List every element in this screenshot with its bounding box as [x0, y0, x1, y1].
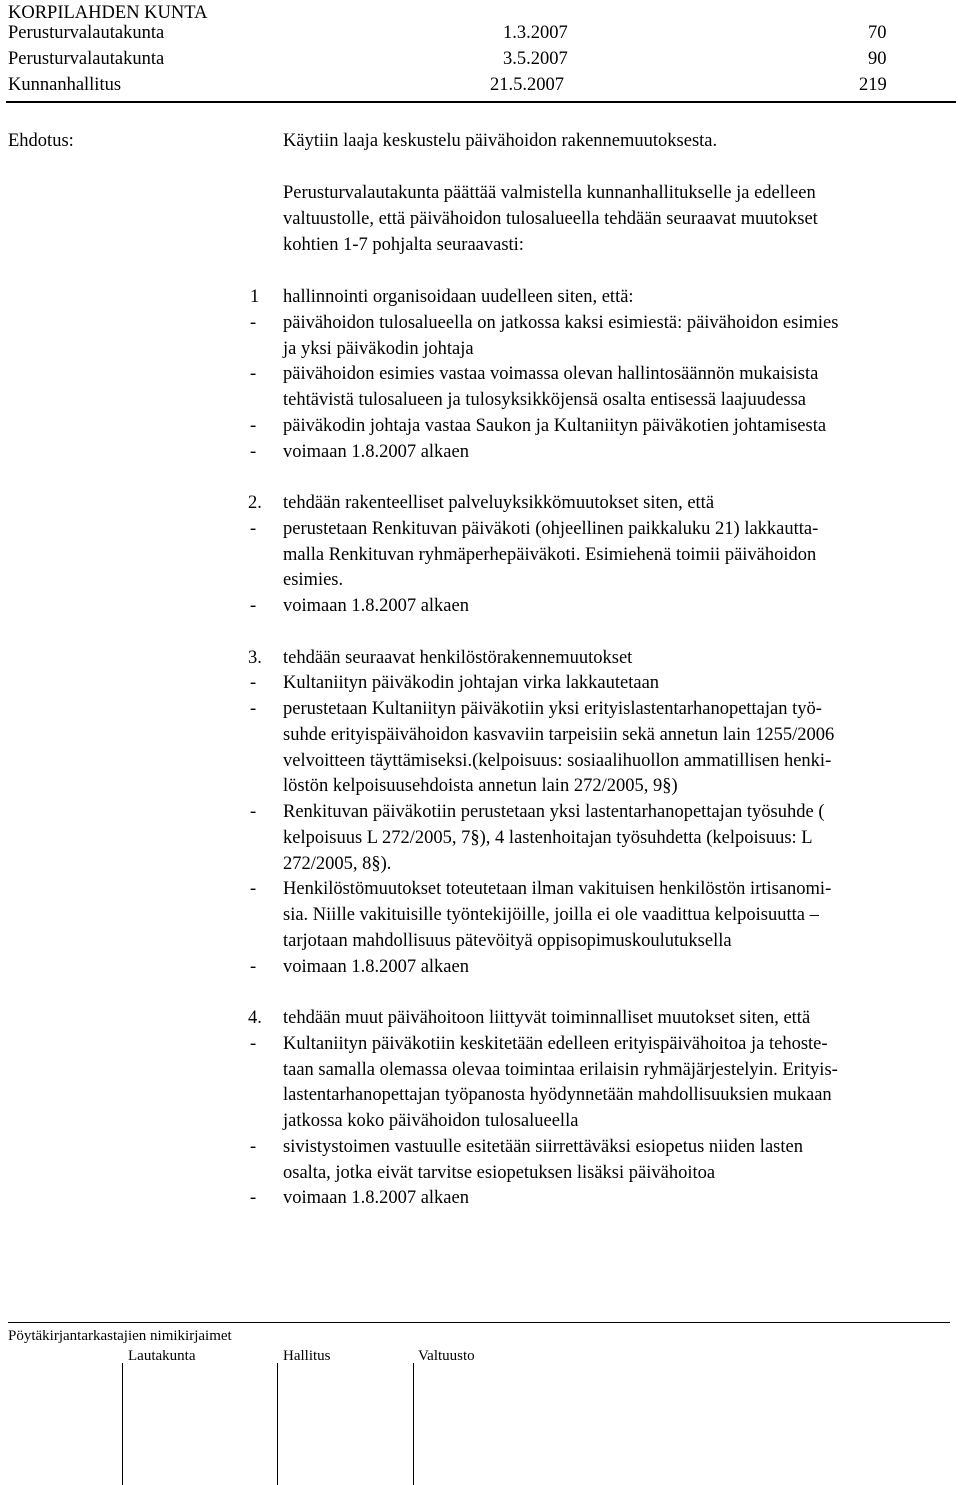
- header-num-3: 219: [859, 75, 887, 95]
- header-body-2: Perusturvalautakunta: [8, 49, 165, 69]
- item-number: 1: [250, 287, 260, 307]
- bullet-dash: -: [250, 879, 257, 899]
- footer-column-hallitus: Hallitus: [283, 1348, 331, 1364]
- proposal-intro: Käytiin laaja keskustelu päivähoidon rakennemuutoksesta.: [283, 131, 718, 151]
- proposal-label: Ehdotus:: [8, 131, 74, 151]
- item-text-line: voimaan 1.8.2007 alkaen: [283, 596, 469, 616]
- footer-column-valtuusto: Valtuusto: [418, 1348, 475, 1364]
- item-text-line: Renkituvan päiväkotiin perustetaan yksi lastentarhanopettajan työsuhde (: [283, 802, 825, 822]
- header-date-2: 3.5.2007: [503, 49, 568, 69]
- header-num-2: 90: [868, 49, 887, 69]
- item-text-line: hallinnointi organisoidaan uudelleen siten, että:: [283, 287, 634, 307]
- decision-line: kohtien 1-7 pohjalta seuraavasti:: [283, 235, 524, 255]
- item-text-line: suhde erityispäivähoidon kasvaviin tarpeisiin sekä annetun lain 1255/2006: [283, 725, 835, 745]
- item-text-line: päivähoidon tulosalueella on jatkossa kaksi esimiestä: päivähoidon esimies: [283, 313, 839, 333]
- bullet-dash: -: [250, 802, 257, 822]
- bullet-dash: -: [250, 416, 257, 436]
- header-date-1: 1.3.2007: [503, 23, 568, 43]
- organization-name: KORPILAHDEN KUNTA: [8, 3, 208, 23]
- item-text-line: taan samalla olemassa olevaa toimintaa erilaisin ryhmäjärjestelyin. Erityis-: [283, 1060, 838, 1080]
- item-text-line: tehdään muut päivähoitoon liittyvät toiminnalliset muutokset siten, että: [283, 1008, 811, 1028]
- item-text-line: Henkilöstömuutokset toteutetaan ilman vakituisen henkilöstön irtisanomi-: [283, 879, 832, 899]
- item-text-line: voimaan 1.8.2007 alkaen: [283, 957, 469, 977]
- item-text-line: Kultaniityn päiväkotiin keskitetään edelleen erityispäivähoitoa ja tehoste-: [283, 1034, 828, 1054]
- item-text-line: jatkossa koko päivähoidon tulosalueella: [283, 1111, 579, 1131]
- bullet-dash: -: [250, 364, 257, 384]
- footer-divider: [8, 1322, 950, 1323]
- bullet-dash: -: [250, 957, 257, 977]
- signature-box-divider: [277, 1363, 278, 1485]
- bullet-dash: -: [250, 1137, 257, 1157]
- item-text-line: 272/2005, 8§).: [283, 854, 392, 874]
- footer-title: Pöytäkirjantarkastajien nimikirjaimet: [8, 1328, 232, 1344]
- item-text-line: tehdään seuraavat henkilöstörakennemuutokset: [283, 648, 633, 668]
- item-number: 3.: [248, 648, 262, 668]
- item-text-line: perustetaan Kultaniityn päiväkotiin yksi erityislastentarhanopettajan työ-: [283, 699, 822, 719]
- bullet-dash: -: [250, 442, 257, 462]
- decision-line: Perusturvalautakunta päättää valmistella kunnanhallitukselle ja edelleen: [283, 183, 816, 203]
- item-text-line: velvoitteen täyttämiseksi.(kelpoisuus: sosiaalihuollon ammatillisen henki-: [283, 751, 832, 771]
- item-text-line: malla Renkituvan ryhmäperhepäiväkoti. Esimiehenä toimii päivähoidon: [283, 545, 817, 565]
- bullet-dash: -: [250, 699, 257, 719]
- bullet-dash: -: [250, 1034, 257, 1054]
- item-text-line: päiväkodin johtaja vastaa Saukon ja Kultaniityn päiväkotien johtamisesta: [283, 416, 827, 436]
- item-number: 2.: [248, 493, 262, 513]
- item-text-line: Kultaniityn päiväkodin johtajan virka lakkautetaan: [283, 673, 660, 693]
- bullet-dash: -: [250, 313, 257, 333]
- item-text-line: ja yksi päiväkodin johtaja: [283, 339, 474, 359]
- item-text-line: tehdään rakenteelliset palveluyksikkömuutokset siten, että: [283, 493, 715, 513]
- bullet-dash: -: [250, 1188, 257, 1208]
- header-body-3: Kunnanhallitus: [8, 75, 122, 95]
- item-text-line: päivähoidon esimies vastaa voimassa olevan hallintosäännön mukaisista: [283, 364, 819, 384]
- item-text-line: kelpoisuus L 272/2005, 7§), 4 lastenhoitajan työsuhdetta (kelpoisuus: L: [283, 828, 813, 848]
- item-text-line: tarjotaan mahdollisuus pätevöityä oppisopimuskoulutuksella: [283, 931, 732, 951]
- bullet-dash: -: [250, 519, 257, 539]
- item-text-line: osalta, jotka eivät tarvitse esiopetuksen lisäksi päivähoitoa: [283, 1163, 716, 1183]
- item-number: 4.: [248, 1008, 262, 1028]
- signature-box-divider: [413, 1363, 414, 1485]
- header-num-1: 70: [868, 23, 887, 43]
- item-text-line: sivistystoimen vastuulle esitetään siirrettäväksi esiopetus niiden lasten: [283, 1137, 803, 1157]
- header-date-3: 21.5.2007: [490, 75, 564, 95]
- item-text-line: löstön kelpoisuusehdoista annetun lain 272/2005, 9§): [283, 776, 678, 796]
- signature-box-divider: [122, 1363, 123, 1485]
- footer-column-lautakunta: Lautakunta: [128, 1348, 196, 1364]
- decision-line: valtuustolle, että päivähoidon tulosalueella tehdään seuraavat muutokset: [283, 209, 818, 229]
- item-text-line: lastentarhanopettajan työpanosta hyödynnetään mahdollisuuksien mukaan: [283, 1085, 832, 1105]
- item-text-line: voimaan 1.8.2007 alkaen: [283, 1188, 469, 1208]
- item-text-line: esimies.: [283, 570, 344, 590]
- bullet-dash: -: [250, 596, 257, 616]
- item-text-line: voimaan 1.8.2007 alkaen: [283, 442, 469, 462]
- bullet-dash: -: [250, 673, 257, 693]
- header-body-1: Perusturvalautakunta: [8, 23, 165, 43]
- header-divider: [6, 101, 956, 103]
- item-text-line: sia. Niille vakituisille työntekijöille, joilla ei ole vaadittua kelpoisuutta –: [283, 905, 819, 925]
- item-text-line: tehtävistä tulosalueen ja tulosyksikköjensä osalta entisessä laajuudessa: [283, 390, 807, 410]
- item-text-line: perustetaan Renkituvan päiväkoti (ohjeellinen paikkaluku 21) lakkautta-: [283, 519, 819, 539]
